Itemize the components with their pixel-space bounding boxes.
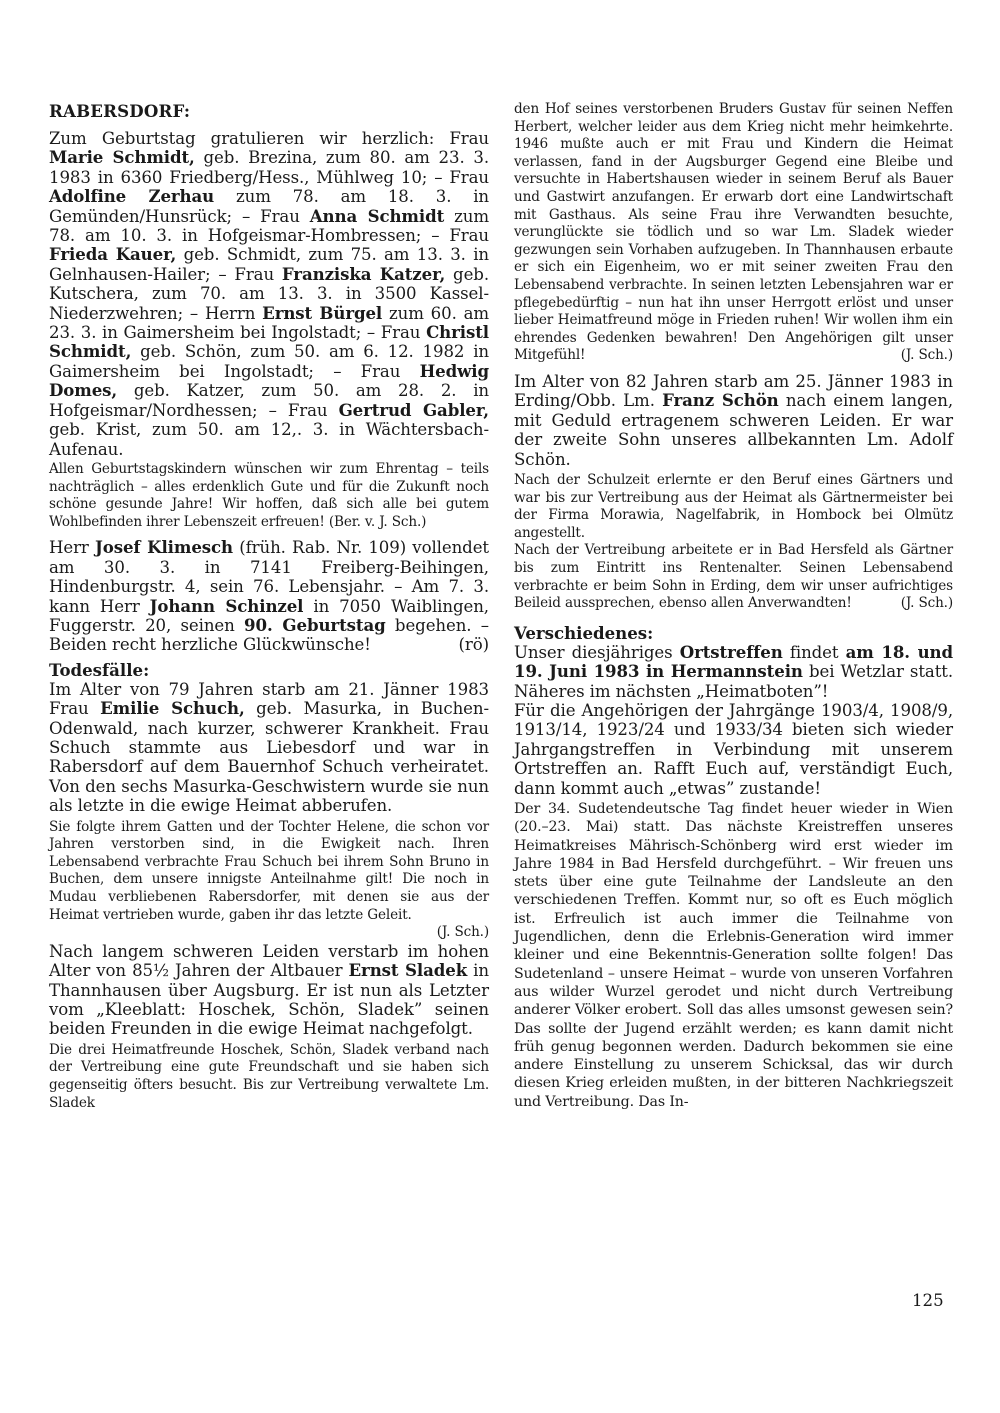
- ortstreffen-announcement: [514, 643, 953, 701]
- bold-name-text: Frieda Kauer,: [49, 244, 177, 265]
- author-signature: (J. Sch.): [436, 924, 489, 941]
- klimesch-text: [49, 538, 489, 654]
- obituary-sladek: [49, 942, 489, 1039]
- bold-name-text: Franz Schön: [662, 390, 779, 411]
- obituary-schoen: [514, 372, 953, 469]
- page-number: 125: [912, 1291, 944, 1310]
- body-text: geb. Schön, zum 50. am 6. 12. 1982 in Gaimersheim bei Ingolstadt; – Frau: [49, 342, 489, 381]
- left-column: [49, 101, 489, 1112]
- right-column: [514, 101, 953, 1111]
- klimesch-schinzel-announcement: [49, 538, 489, 654]
- body-text: geb. Krist, zum 50. am 12,. 3. in Wächtersbach-Aufenau.: [49, 420, 489, 459]
- body-text: Zum Geburtstag gratulieren wir herzlich: Frau: [49, 129, 489, 148]
- bold-name-text: am 18. und 19. Juni 1983 in Hermannstein: [514, 641, 954, 682]
- author-signature: (J. Sch.): [900, 595, 953, 612]
- sudetendeutsche-tag-notice: Der 34. Sudetendeutsche Tag findet heuer wieder in Wien (20.–23. Mai) statt. Das nächste Kreistreffen unseres Heimatkreises Mährisch-Schönberg wird erst wieder im Jahre 1984 in Bad Hersfeld durchgeführt. – Wir freuen uns stets über eine gute Teilnahme der Landsleute an den verschiedenen Treffen. Kommt nur, so oft es Euch möglich ist. Erfreulich ist auch immer die Teilnahme von Jugendlichen, denn die Erlebnis-Generation wird immer kleiner und eine Bekenntnis-Generation sollte folgen! Das Sudetenland – unsere Heimat – wurde von unseren Vorfahren aus wilder Wurzel gerodet und nicht durch Vertreibung anderer Völker erobert. Soll das alles umsonst gewesen sein? Das sollte der Jugend erzählt werden; es kann damit nicht früh genug begonnen werden. Dadurch bekommen sie eine andere Einstellung zu unserem Schicksal, das wir durch diesen Krieg erleiden mußten, in der bitteren Nachkriegszeit und Vertreibung. Das In-: [514, 800, 953, 1110]
- body-text: Nach langem schweren Leiden verstarb im hohen Alter von 85½ Jahren der Altbauer: [49, 941, 489, 981]
- obituary-sladek-details: Die drei Heimatfreunde Hoschek, Schön, Sladek verband nach der Vertreibung eine gute Freundschaft und sie haben sich gegenseitig öfters besucht. Bis zur Vertreibung verwaltete Lm. Sladek: [49, 1041, 489, 1111]
- birthday-wishes: Allen Geburtstagskindern wünschen wir zum Ehrentag – teils nachträglich – alles erdenklich Gute und für die Zukunft noch schöne gesunde Jahre! Wir hoffen, daß sich alle bei gutem Wohlbefinden ihrer Lebenszeit erfreuen! (Ber. v. J. Sch.): [49, 460, 489, 530]
- bold-name-text: Gertrud Gabler,: [338, 399, 489, 420]
- body-text: geb. Schmidt, zum 75. am 13. 3. in Gelnhausen-Hailer; – Frau: [49, 245, 489, 284]
- author-signature: (J. Sch.): [900, 347, 953, 364]
- section-heading-misc: Verschiedenes:: [514, 622, 654, 643]
- bold-name-text: Josef Klimesch: [94, 537, 234, 558]
- obituary-schoen-career: Nach der Schulzeit erlernte er den Beruf eines Gärtners und war bis zur Vertreibung aus der Heimat als Gärtnermeister bei der Firma Morawia, Nagelfabrik, in Hombock bei Olmütz angestellt.: [514, 471, 953, 541]
- bold-name-text: Adolfine Zerhau: [49, 186, 215, 207]
- bold-name-text: Emilie Schuch,: [100, 698, 245, 719]
- body-text: bei Wetzlar statt. Näheres im nächsten „Heimatboten”!: [514, 662, 954, 701]
- body-text: Im Alter von 79 Jahren starb am 21. Jänner 1983 Frau: [49, 679, 489, 719]
- body-text: geb. Masurka, in Buchen-Odenwald, nach kurzer, schwerer Krankheit. Frau Schuch stammte aus Liebesdorf und war in Rabersdorf auf dem Bauernhof Schuch verheiratet. Von den sechs Masurka-Geschwistern wurde sie nun als letzte in die ewige Heimat abberufen.: [49, 699, 489, 816]
- body-text: findet: [782, 642, 846, 662]
- body-text: nach einem langen, mit Geduld ertragenem schweren Leiden. Er war der zweite Sohn unseres allbekannten Lm. Adolf Schön.: [514, 391, 953, 469]
- sladek-continued-text: den Hof seines verstorbenen Bruders Gustav für seinen Neffen Herbert, welcher leider aus dem Krieg nicht mehr heimkehrte. 1946 mußte auch er mit Frau und Kindern die Heimat verlassen, fand in der Augsburger Gegend eine Bleibe und versuchte in Habertshausen wieder in seinem Beruf als Bauer und Gastwirt anzufangen. Er erwarb dort eine Landwirtschaft mit Gasthaus. Als seine Frau ihre Verwandten besuchte, verunglückte sie tödlich und so war Lm. Sladek wieder gezwungen sein Vorhaben aufzugeben. In Thannhausen erbaute er sich ein Eigenheim, wo er mit seiner zweiten Frau den Lebensabend verbrachte. In seinen letzten Lebensjahren war er pflegebedürftig – nun hat ihn unser Herrgott erlöst und unser lieber Heimatfreund möge in Frieden ruhen! Wir wollen ihm ein ehrendes Gedenken bewahren! Den Angehörigen gilt unser Mitgefühl!: [514, 101, 953, 364]
- body-text: zum 78. am 10. 3. in Hofgeismar-Hombressen; – Frau: [49, 206, 489, 246]
- body-text: zum 60. am 23. 3. in Gaimersheim bei Ingolstadt; – Frau: [49, 303, 490, 343]
- body-text: Unser diesjähriges: [514, 642, 680, 662]
- body-text: geb. Brezina, zum 80. am 23. 3. 1983 in 6360 Friedberg/Hess., Mühlweg 10; – Frau: [49, 148, 489, 187]
- author-signature: (rö): [458, 635, 489, 655]
- obituary-schuch-details: Sie folgte ihrem Gatten und der Tochter Helene, die schon vor Jahren verstorben sind, in die Ewigkeit nach. Ihren Lebensabend verbrachte Frau Schuch bei ihrem Sohn Bruno in Buchen, dem unsere innigste Anteilnahme gilt! Die noch in Mudau verbliebenen Rabersdorfer, mit denen sie aus der Heimat vertrieben wurde, gaben ihr das letzte Geleit.: [49, 818, 489, 923]
- body-text: in 7050 Waiblingen, Fuggerstr. 20, seinen: [49, 596, 489, 635]
- birthday-announcements: [49, 129, 489, 459]
- bold-name-text: Johann Schinzel: [149, 595, 304, 616]
- section-heading-rabersdorf: RABERSDORF:: [49, 101, 191, 121]
- section-heading-deaths: Todesfälle:: [49, 659, 150, 680]
- bold-name-text: Ernst Bürgel: [262, 302, 383, 323]
- obituary-sladek-continued: [514, 101, 953, 365]
- jahrgang-meetings: Für die Angehörigen der Jahrgänge 1903/4, 1908/9, 1913/14, 1923/24 und 1933/34 bieten sich wieder Jahrgangstreffen in Verbindung mit unserem Ortstreffen an. Rafft Euch auf, verständigt Euch, dann kommt auch „etwas” zustande!: [514, 700, 953, 798]
- body-text: (früh. Rab. Nr. 109) vollendet am 30. 3. in 7141 Freiberg-Beihingen, Hindenburgstr. 4, sein 76. Lebensjahr. – Am 7. 3. kann Herr: [49, 538, 489, 616]
- body-text: geb. Kutschera, zum 70. am 13. 3. in 3500 Kassel-Niederzwehren; – Herrn: [49, 264, 489, 323]
- bold-name-text: Franziska Katzer,: [281, 263, 446, 284]
- schoen-later-life-text: Nach der Vertreibung arbeitete er in Bad Hersfeld als Gärtner bis zum Eintritt ins Rentenalter. Seinen Lebensabend verbrachte er beim Sohn in Erding, dem wir unser aufrichtiges Beileid aussprechen, ebenso allen Anverwandten!: [514, 542, 953, 612]
- body-text: Herr: [49, 538, 95, 558]
- bold-name-text: Marie Schmidt,: [49, 147, 195, 168]
- body-text: begehen. – Beiden recht herzliche Glückwünsche!: [49, 615, 489, 655]
- bold-name-text: Ernst Sladek: [348, 960, 468, 981]
- body-text: geb. Katzer, zum 50. am 28. 2. in Hofgeismar/Nordhessen; – Frau: [49, 381, 489, 420]
- body-text: zum 78. am 18. 3. in Gemünden/Hunsrück; – Frau: [49, 187, 489, 226]
- body-text: in Thannhausen über Augsburg. Er ist nun als Letzter vom „Kleeblatt: Hoschek, Schön, Sladek” seinen beiden Freunden in die ewige Heimat nachgefolgt.: [49, 961, 489, 1039]
- bold-name-text: Christl Schmidt,: [49, 322, 489, 362]
- bold-name-text: Hedwig Domes,: [49, 360, 489, 401]
- bold-name-text: 90. Geburtstag: [244, 614, 386, 635]
- obituary-schoen-later-life: [514, 542, 953, 612]
- bold-name-text: Anna Schmidt: [309, 205, 445, 226]
- obituary-schuch: [49, 680, 489, 816]
- bold-name-text: Ortstreffen: [679, 641, 783, 662]
- body-text: Im Alter von 82 Jahren starb am 25. Jänner 1983 in Erding/Obb. Lm.: [514, 371, 953, 411]
